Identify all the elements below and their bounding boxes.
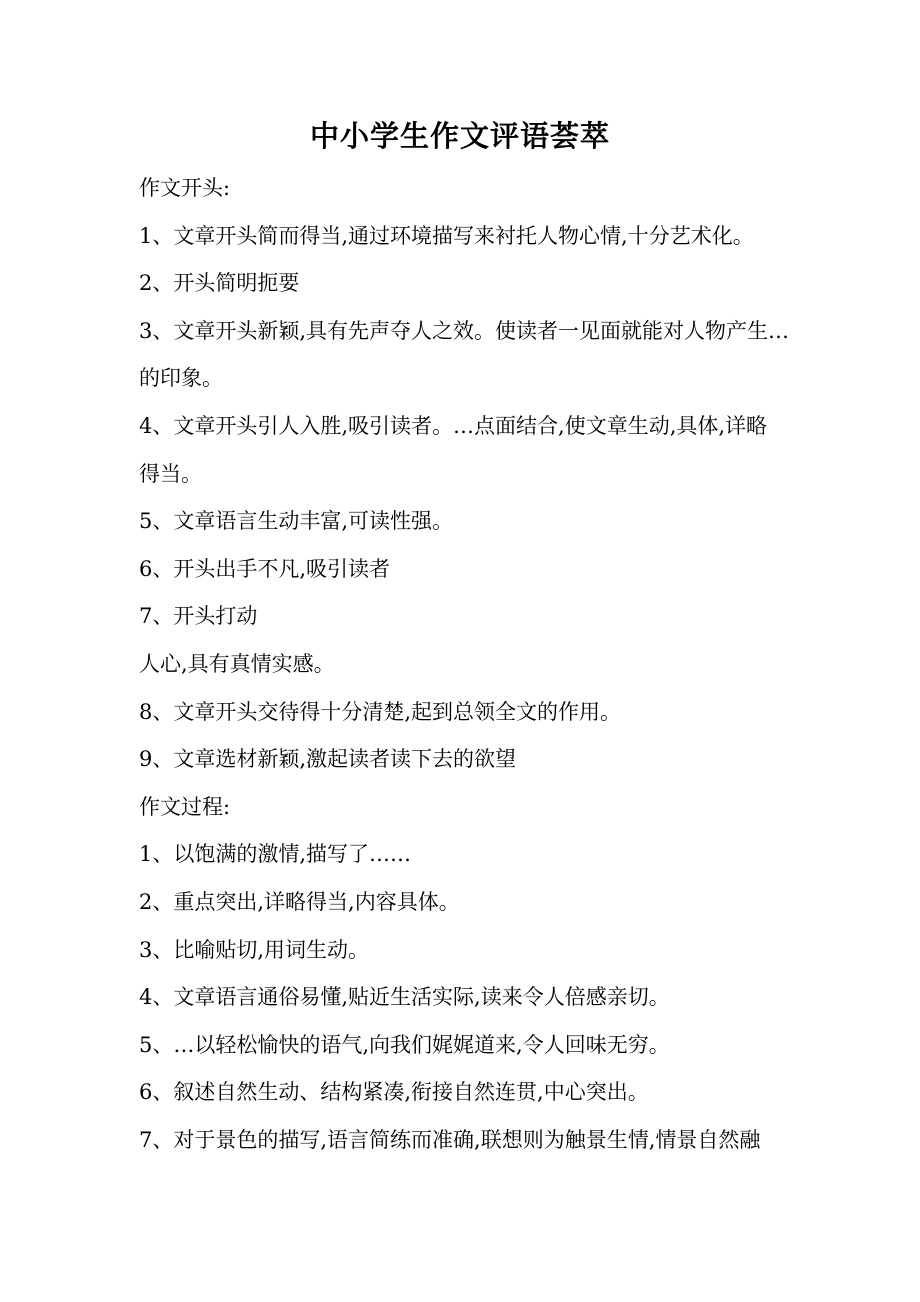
text-line: 7、开头打动: [139, 604, 258, 629]
text-line: 1、以饱满的激情,描写了……: [139, 842, 412, 867]
section-heading-process: 作文过程:: [139, 794, 231, 819]
text-line: 6、叙述自然生动、结构紧凑,衔接自然连贯,中心突出。: [139, 1080, 649, 1105]
text-line: 5、…以轻松愉快的语气,向我们娓娓道来,令人回味无穷。: [139, 1032, 670, 1057]
text-line: 3、比喻贴切,用词生动。: [139, 937, 370, 962]
text-line: 2、开头简明扼要: [139, 271, 300, 296]
text-line: 人心,具有真情实感。: [139, 651, 335, 676]
text-line: 4、文章语言通俗易懂,贴近生活实际,读来令人倍感亲切。: [139, 985, 670, 1010]
text-line: 的印象。: [139, 366, 223, 391]
text-line: 4、文章开头引人入胜,吸引读者。…点面结合,使文章生动,具体,详略: [139, 413, 768, 438]
text-line: 2、重点突出,详略得当,内容具体。: [139, 889, 460, 914]
text-line: 得当。: [139, 461, 202, 486]
text-line: 3、文章开头新颖,具有先声夺人之效。使读者一见面就能对人物产生…: [139, 318, 789, 343]
text-line: 8、文章开头交待得十分清楚,起到总领全文的作用。: [139, 699, 622, 724]
text-line: 6、开头出手不凡,吸引读者: [139, 556, 391, 581]
text-line: 7、对于景色的描写,语言简练而准确,联想则为触景生情,情景自然融: [139, 1127, 761, 1152]
text-line: 5、文章语言生动丰富,可读性强。: [139, 509, 454, 534]
document-title: 中小学生作文评语荟萃: [309, 119, 610, 153]
document-body: [139, 165, 789, 1164]
text-line: 9、文章选材新颖,激起读者读下去的欲望: [139, 747, 517, 772]
text-line: 1、文章开头简而得当,通过环境描写来衬托人物心情,十分艺术化。: [139, 223, 754, 248]
section-heading-opening: 作文开头:: [139, 176, 231, 200]
